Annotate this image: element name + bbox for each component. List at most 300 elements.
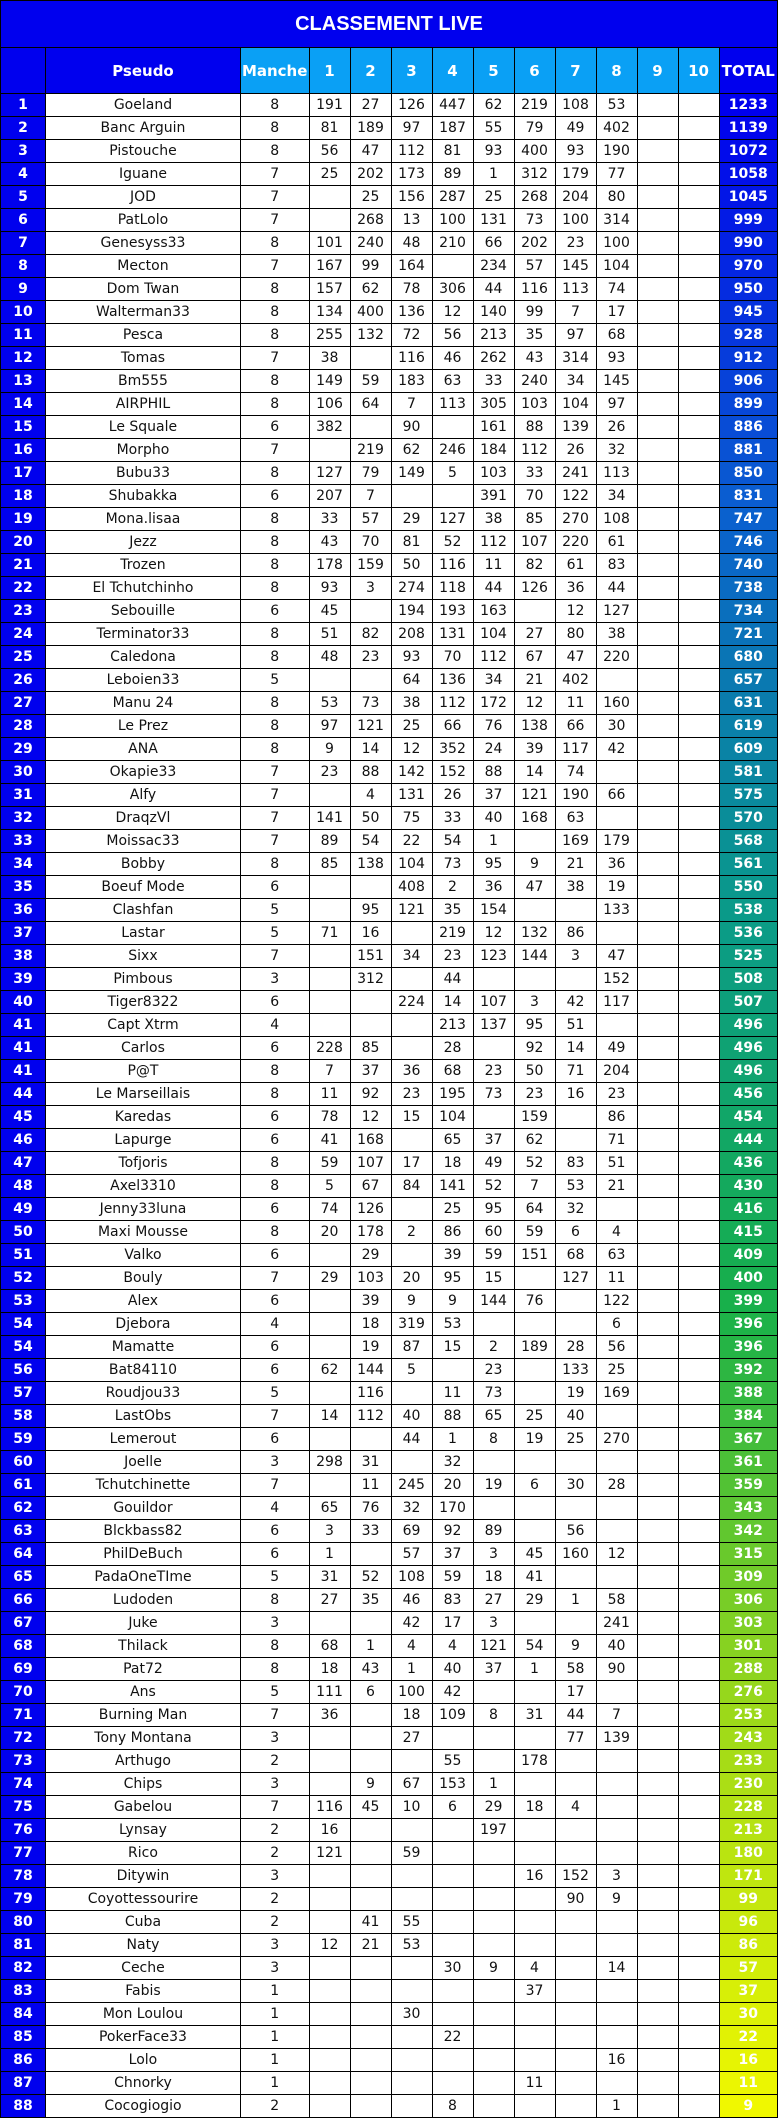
score-cell: 56 <box>432 324 473 347</box>
score-cell <box>678 1658 719 1681</box>
total-cell: 536 <box>719 922 777 945</box>
score-cell: 52 <box>350 1566 391 1589</box>
score-cell <box>678 1405 719 1428</box>
score-cell: 30 <box>596 715 637 738</box>
manche-cell: 8 <box>240 531 309 554</box>
score-cell <box>678 1267 719 1290</box>
score-cell: 23 <box>555 232 596 255</box>
score-cell: 92 <box>514 1037 555 1060</box>
rank-cell: 60 <box>1 1451 46 1474</box>
pseudo-cell: Naty <box>46 1934 241 1957</box>
score-cell: 18 <box>514 1796 555 1819</box>
rank-cell: 35 <box>1 876 46 899</box>
score-cell <box>309 1014 350 1037</box>
score-cell: 113 <box>596 462 637 485</box>
score-cell: 220 <box>555 531 596 554</box>
pseudo-cell: Clashfan <box>46 899 241 922</box>
score-cell: 85 <box>350 1037 391 1060</box>
score-cell <box>637 1474 678 1497</box>
table-row <box>1 255 778 278</box>
pseudo-cell: P@T <box>46 1060 241 1083</box>
score-cell <box>637 1014 678 1037</box>
score-cell <box>473 2095 514 2118</box>
manche-cell: 6 <box>240 1129 309 1152</box>
table-row <box>1 1865 778 1888</box>
score-cell: 34 <box>391 945 432 968</box>
total-cell: 16 <box>719 2049 777 2072</box>
score-cell <box>678 1635 719 1658</box>
score-cell <box>596 1451 637 1474</box>
score-cell <box>309 991 350 1014</box>
rank-cell: 17 <box>1 462 46 485</box>
total-cell: 343 <box>719 1497 777 1520</box>
score-cell <box>637 1865 678 1888</box>
score-cell: 127 <box>596 600 637 623</box>
total-cell: 213 <box>719 1819 777 1842</box>
score-cell: 87 <box>391 1336 432 1359</box>
score-cell: 141 <box>432 1175 473 1198</box>
rank-cell: 48 <box>1 1175 46 1198</box>
score-cell <box>637 416 678 439</box>
score-cell: 49 <box>596 1037 637 1060</box>
table-row <box>1 163 778 186</box>
score-cell: 24 <box>473 738 514 761</box>
table-row <box>1 1727 778 1750</box>
score-cell: 23 <box>473 1060 514 1083</box>
pseudo-cell: Mamatte <box>46 1336 241 1359</box>
score-cell: 151 <box>514 1244 555 1267</box>
table-row <box>1 278 778 301</box>
score-cell: 11 <box>555 692 596 715</box>
score-cell: 46 <box>432 347 473 370</box>
score-cell: 107 <box>350 1152 391 1175</box>
score-cell: 52 <box>514 1152 555 1175</box>
score-cell <box>678 1129 719 1152</box>
score-cell: 6 <box>432 1796 473 1819</box>
score-cell <box>432 1727 473 1750</box>
rank-cell: 22 <box>1 577 46 600</box>
score-cell <box>432 1359 473 1382</box>
table-row <box>1 1658 778 1681</box>
rank-cell: 46 <box>1 1129 46 1152</box>
score-cell: 53 <box>391 1934 432 1957</box>
score-cell <box>555 1750 596 1773</box>
score-cell: 240 <box>350 232 391 255</box>
score-cell <box>678 209 719 232</box>
score-cell: 40 <box>391 1405 432 1428</box>
score-cell: 80 <box>555 623 596 646</box>
score-cell: 287 <box>432 186 473 209</box>
total-cell: 734 <box>719 600 777 623</box>
rank-cell: 27 <box>1 692 46 715</box>
score-cell: 37 <box>473 784 514 807</box>
score-cell <box>514 1267 555 1290</box>
score-cell: 133 <box>555 1359 596 1382</box>
pseudo-cell: DraqzVl <box>46 807 241 830</box>
score-cell: 9 <box>309 738 350 761</box>
table-row <box>1 1083 778 1106</box>
score-cell <box>678 1589 719 1612</box>
score-cell: 83 <box>596 554 637 577</box>
score-cell: 1 <box>309 1543 350 1566</box>
score-cell: 36 <box>596 853 637 876</box>
score-cell <box>678 324 719 347</box>
score-cell <box>309 2026 350 2049</box>
score-cell: 160 <box>555 1543 596 1566</box>
score-cell: 99 <box>350 255 391 278</box>
score-cell: 241 <box>596 1612 637 1635</box>
score-cell: 66 <box>432 715 473 738</box>
rank-cell: 59 <box>1 1428 46 1451</box>
manche-cell: 7 <box>240 761 309 784</box>
score-cell: 131 <box>473 209 514 232</box>
table-row <box>1 554 778 577</box>
pseudo-cell: Rico <box>46 1842 241 1865</box>
score-cell: 136 <box>432 669 473 692</box>
rank-cell: 9 <box>1 278 46 301</box>
table-row <box>1 1796 778 1819</box>
score-cell: 219 <box>514 94 555 117</box>
score-cell: 170 <box>432 1497 473 1520</box>
score-cell <box>473 1313 514 1336</box>
score-cell <box>678 1037 719 1060</box>
score-cell <box>637 301 678 324</box>
manche-cell: 3 <box>240 968 309 991</box>
score-cell <box>637 1451 678 1474</box>
table-row <box>1 1313 778 1336</box>
manche-cell: 7 <box>240 830 309 853</box>
score-cell: 149 <box>309 370 350 393</box>
score-cell: 50 <box>350 807 391 830</box>
pseudo-cell: Djebora <box>46 1313 241 1336</box>
rank-cell: 77 <box>1 1842 46 1865</box>
score-cell: 74 <box>596 278 637 301</box>
score-cell: 23 <box>596 1083 637 1106</box>
score-cell: 93 <box>555 140 596 163</box>
manche-cell: 6 <box>240 1244 309 1267</box>
header-round-4: 4 <box>432 48 473 94</box>
score-cell: 193 <box>432 600 473 623</box>
score-cell: 121 <box>350 715 391 738</box>
rank-cell: 23 <box>1 600 46 623</box>
score-cell: 245 <box>391 1474 432 1497</box>
score-cell <box>309 968 350 991</box>
rank-cell: 44 <box>1 1083 46 1106</box>
score-cell <box>637 1175 678 1198</box>
score-cell: 88 <box>432 1405 473 1428</box>
score-cell: 408 <box>391 876 432 899</box>
score-cell: 54 <box>432 830 473 853</box>
score-cell <box>678 669 719 692</box>
score-cell: 3 <box>596 1865 637 1888</box>
manche-cell: 8 <box>240 232 309 255</box>
score-cell: 28 <box>432 1037 473 1060</box>
score-cell: 44 <box>473 278 514 301</box>
score-cell <box>555 1819 596 1842</box>
table-row <box>1 1336 778 1359</box>
score-cell: 25 <box>555 1428 596 1451</box>
rank-cell: 25 <box>1 646 46 669</box>
score-cell: 2 <box>432 876 473 899</box>
score-cell: 44 <box>473 577 514 600</box>
total-cell: 367 <box>719 1428 777 1451</box>
score-cell: 76 <box>514 1290 555 1313</box>
score-cell: 42 <box>432 1681 473 1704</box>
score-cell <box>637 669 678 692</box>
score-cell <box>637 1359 678 1382</box>
rank-cell: 67 <box>1 1612 46 1635</box>
pseudo-cell: Cuba <box>46 1911 241 1934</box>
score-cell: 121 <box>473 1635 514 1658</box>
score-cell <box>678 830 719 853</box>
score-cell <box>309 1957 350 1980</box>
score-cell: 33 <box>432 807 473 830</box>
header-total: TOTAL <box>719 48 777 94</box>
score-cell: 4 <box>391 1635 432 1658</box>
manche-cell: 6 <box>240 991 309 1014</box>
pseudo-cell: Fabis <box>46 1980 241 2003</box>
score-cell <box>391 1037 432 1060</box>
score-cell: 14 <box>555 1037 596 1060</box>
score-cell <box>637 1428 678 1451</box>
score-cell: 58 <box>555 1658 596 1681</box>
score-cell <box>350 1612 391 1635</box>
score-cell: 2 <box>473 1336 514 1359</box>
score-cell: 141 <box>309 807 350 830</box>
score-cell: 32 <box>432 1451 473 1474</box>
score-cell: 86 <box>596 1106 637 1129</box>
total-cell: 400 <box>719 1267 777 1290</box>
score-cell: 83 <box>555 1152 596 1175</box>
score-cell <box>432 255 473 278</box>
score-cell: 18 <box>350 1313 391 1336</box>
table-row <box>1 715 778 738</box>
table-row <box>1 2049 778 2072</box>
total-cell: 850 <box>719 462 777 485</box>
score-cell <box>637 324 678 347</box>
table-row <box>1 94 778 117</box>
table-row <box>1 1129 778 1152</box>
total-cell: 396 <box>719 1313 777 1336</box>
score-cell <box>309 2095 350 2118</box>
pseudo-cell: Lolo <box>46 2049 241 2072</box>
score-cell: 12 <box>391 738 432 761</box>
score-cell: 35 <box>350 1589 391 1612</box>
score-cell: 9 <box>391 1290 432 1313</box>
score-cell: 161 <box>473 416 514 439</box>
manche-cell: 8 <box>240 301 309 324</box>
score-cell <box>391 1198 432 1221</box>
rank-cell: 11 <box>1 324 46 347</box>
score-cell <box>637 945 678 968</box>
score-cell: 64 <box>391 669 432 692</box>
score-cell <box>678 1451 719 1474</box>
score-cell: 62 <box>473 94 514 117</box>
pseudo-cell: LastObs <box>46 1405 241 1428</box>
score-cell: 20 <box>391 1267 432 1290</box>
score-cell: 167 <box>309 255 350 278</box>
score-cell: 80 <box>596 186 637 209</box>
total-cell: 430 <box>719 1175 777 1198</box>
score-cell: 81 <box>309 117 350 140</box>
total-cell: 886 <box>719 416 777 439</box>
score-cell: 68 <box>309 1635 350 1658</box>
score-cell: 55 <box>391 1911 432 1934</box>
score-cell <box>637 784 678 807</box>
manche-cell: 5 <box>240 1566 309 1589</box>
manche-cell: 1 <box>240 1980 309 2003</box>
pseudo-cell: Mecton <box>46 255 241 278</box>
score-cell: 4 <box>350 784 391 807</box>
pseudo-cell: Chnorky <box>46 2072 241 2095</box>
score-cell: 50 <box>391 554 432 577</box>
score-cell <box>309 669 350 692</box>
score-cell: 152 <box>432 761 473 784</box>
total-cell: 384 <box>719 1405 777 1428</box>
table-row <box>1 301 778 324</box>
total-cell: 657 <box>719 669 777 692</box>
score-cell <box>350 1428 391 1451</box>
rank-cell: 53 <box>1 1290 46 1313</box>
pseudo-cell: Moissac33 <box>46 830 241 853</box>
table-row <box>1 692 778 715</box>
score-cell: 39 <box>432 1244 473 1267</box>
manche-cell: 5 <box>240 669 309 692</box>
score-cell: 178 <box>350 1221 391 1244</box>
score-cell: 152 <box>555 1865 596 1888</box>
score-cell <box>473 1037 514 1060</box>
score-cell: 29 <box>514 1589 555 1612</box>
rank-cell: 69 <box>1 1658 46 1681</box>
score-cell: 208 <box>391 623 432 646</box>
manche-cell: 2 <box>240 2095 309 2118</box>
rank-cell: 70 <box>1 1681 46 1704</box>
score-cell: 145 <box>555 255 596 278</box>
score-cell <box>678 2003 719 2026</box>
score-cell <box>678 439 719 462</box>
score-cell <box>678 1198 719 1221</box>
score-cell <box>514 830 555 853</box>
score-cell: 14 <box>432 991 473 1014</box>
score-cell <box>350 991 391 1014</box>
score-cell: 228 <box>309 1037 350 1060</box>
score-cell <box>309 2003 350 2026</box>
score-cell <box>555 1980 596 2003</box>
score-cell <box>309 1474 350 1497</box>
score-cell <box>350 1819 391 1842</box>
score-cell: 23 <box>514 1083 555 1106</box>
score-cell: 4 <box>596 1221 637 1244</box>
score-cell: 23 <box>473 1359 514 1382</box>
rank-cell: 41 <box>1 1060 46 1083</box>
rank-cell: 21 <box>1 554 46 577</box>
pseudo-cell: Le Squale <box>46 416 241 439</box>
score-cell: 117 <box>596 991 637 1014</box>
pseudo-cell: Bouly <box>46 1267 241 1290</box>
manche-cell: 6 <box>240 416 309 439</box>
score-cell: 27 <box>391 1727 432 1750</box>
score-cell: 1 <box>350 1635 391 1658</box>
score-cell: 67 <box>350 1175 391 1198</box>
score-cell <box>309 1336 350 1359</box>
score-cell: 298 <box>309 1451 350 1474</box>
score-cell <box>473 1980 514 2003</box>
score-cell: 41 <box>309 1129 350 1152</box>
total-cell: 721 <box>719 623 777 646</box>
score-cell: 1 <box>555 1589 596 1612</box>
score-cell: 35 <box>432 899 473 922</box>
manche-cell: 5 <box>240 922 309 945</box>
score-cell: 11 <box>596 1267 637 1290</box>
score-cell <box>678 255 719 278</box>
rank-cell: 62 <box>1 1497 46 1520</box>
pseudo-cell: Banc Arguin <box>46 117 241 140</box>
total-cell: 680 <box>719 646 777 669</box>
score-cell <box>596 761 637 784</box>
score-cell <box>555 2003 596 2026</box>
score-cell <box>309 1612 350 1635</box>
total-cell: 230 <box>719 1773 777 1796</box>
table-row <box>1 1750 778 1773</box>
total-cell: 507 <box>719 991 777 1014</box>
score-cell: 19 <box>555 1382 596 1405</box>
score-cell: 73 <box>432 853 473 876</box>
rank-cell: 6 <box>1 209 46 232</box>
score-cell: 194 <box>391 600 432 623</box>
score-cell <box>514 1382 555 1405</box>
manche-cell: 6 <box>240 1037 309 1060</box>
score-cell: 100 <box>596 232 637 255</box>
score-cell: 121 <box>514 784 555 807</box>
score-cell <box>637 830 678 853</box>
score-cell: 402 <box>596 117 637 140</box>
score-cell <box>309 186 350 209</box>
score-cell: 65 <box>432 1129 473 1152</box>
score-cell: 107 <box>514 531 555 554</box>
score-cell <box>678 1336 719 1359</box>
score-cell: 18 <box>391 1704 432 1727</box>
score-cell: 16 <box>514 1865 555 1888</box>
score-cell: 55 <box>473 117 514 140</box>
score-cell: 36 <box>473 876 514 899</box>
score-cell <box>391 2095 432 2118</box>
score-cell: 63 <box>555 807 596 830</box>
score-cell <box>678 1727 719 1750</box>
table-row <box>1 600 778 623</box>
total-cell: 456 <box>719 1083 777 1106</box>
score-cell: 107 <box>473 991 514 1014</box>
score-cell: 5 <box>309 1175 350 1198</box>
rank-cell: 78 <box>1 1865 46 1888</box>
score-cell <box>514 2003 555 2026</box>
score-cell: 179 <box>596 830 637 853</box>
score-cell: 64 <box>350 393 391 416</box>
score-cell: 123 <box>473 945 514 968</box>
pseudo-cell: ANA <box>46 738 241 761</box>
score-cell: 29 <box>350 1244 391 1267</box>
table-row <box>1 1451 778 1474</box>
score-cell: 132 <box>350 324 391 347</box>
rank-cell: 8 <box>1 255 46 278</box>
score-cell: 68 <box>555 1244 596 1267</box>
score-cell: 138 <box>350 853 391 876</box>
pseudo-cell: Axel3310 <box>46 1175 241 1198</box>
score-cell <box>555 1957 596 1980</box>
score-cell: 204 <box>596 1060 637 1083</box>
score-cell: 12 <box>596 1543 637 1566</box>
score-cell: 48 <box>391 232 432 255</box>
score-cell: 142 <box>391 761 432 784</box>
